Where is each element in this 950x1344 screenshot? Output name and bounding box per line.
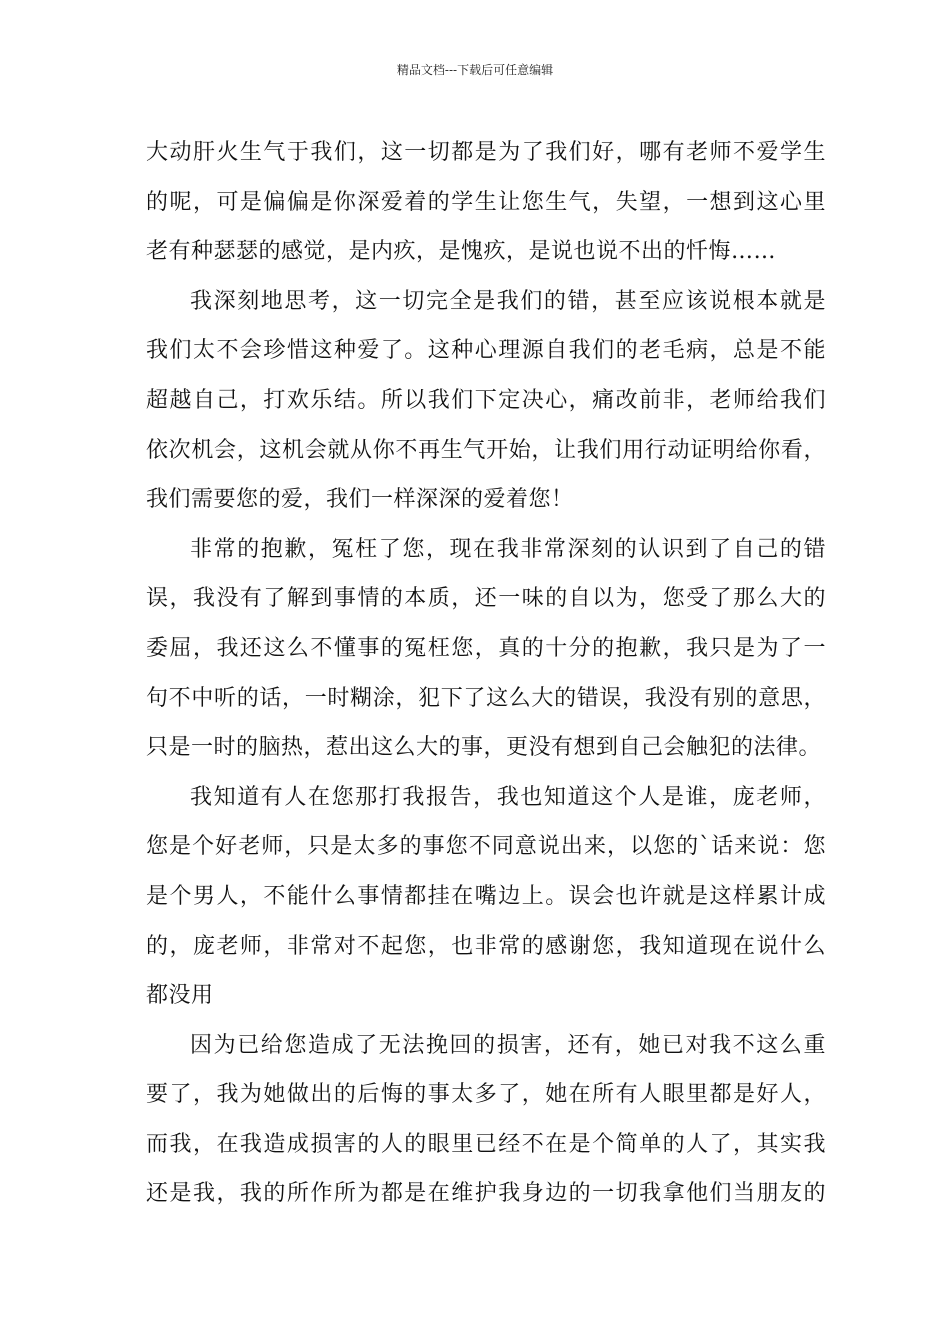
text-line: 的，庞老师，非常对不起您，也非常的感谢您，我知道现在说什么	[146, 933, 826, 959]
text-line: 您是个好老师，只是太多的事您不同意说出来，以您的`话来说：您	[146, 834, 826, 860]
text-line: 依次机会，这机会就从你不再生气开始，让我们用行动证明给你看，	[146, 437, 826, 463]
text-line: 老有种瑟瑟的感觉，是内疚，是愧疚，是说也说不出的忏悔……	[146, 239, 777, 265]
text-line: 委屈，我还这么不懂事的冤枉您，真的十分的抱歉，我只是为了一	[146, 635, 826, 661]
text-line: 我们需要您的爱，我们一样深深的爱着您！	[146, 487, 574, 513]
text-line: 误，我没有了解到事情的本质，还一味的自以为，您受了那么大的	[146, 586, 826, 612]
paragraph-first-line: 我知道有人在您那打我报告，我也知道这个人是谁，庞老师，	[190, 784, 826, 810]
text-line: 而我，在我造成损害的人的眼里已经不在是个简单的人了，其实我	[146, 1131, 826, 1157]
text-line: 我们太不会珍惜这种爱了。这种心理源自我们的老毛病，总是不能	[146, 338, 826, 364]
paragraph-first-line: 我深刻地思考，这一切完全是我们的错，甚至应该说根本就是	[190, 288, 826, 314]
text-line: 句不中听的话，一时糊涂，犯下了这么大的错误，我没有别的意思，	[146, 685, 826, 711]
text-line: 还是我，我的所作所为都是在维护我身边的一切我拿他们当朋友的	[146, 1181, 826, 1207]
paragraph-first-line: 因为已给您造成了无法挽回的损害，还有，她已对我不这么重	[190, 1032, 826, 1058]
page-header: 精品文档---下载后可任意编辑	[396, 63, 554, 77]
text-line: 大动肝火生气于我们，这一切都是为了我们好，哪有老师不爱学生	[146, 140, 826, 165]
text-line: 都没用	[146, 983, 214, 1009]
text-line: 要了，我为她做出的后悔的事太多了，她在所有人眼里都是好人，	[146, 1082, 826, 1108]
text-line: 只是一时的脑热，惹出这么大的事，更没有想到自己会触犯的法律。	[146, 735, 822, 761]
document-body	[146, 128, 826, 1219]
text-line: 是个男人，不能什么事情都挂在嘴边上。误会也许就是这样累计成	[146, 883, 826, 909]
text-line: 超越自己，打欢乐结。所以我们下定决心，痛改前非，老师给我们	[146, 387, 826, 413]
text-line: 的呢，可是偏偏是你深爱着的学生让您生气，失望，一想到这心里	[146, 189, 826, 215]
paragraph-first-line: 非常的抱歉，冤枉了您，现在我非常深刻的认识到了自己的错	[190, 536, 826, 562]
